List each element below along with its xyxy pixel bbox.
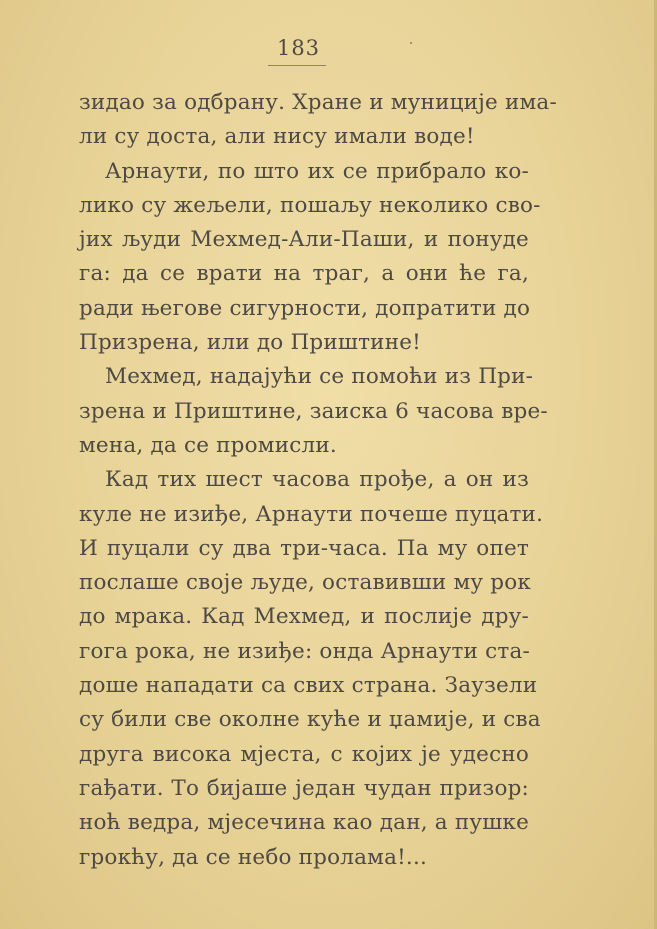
text-line: ли су доста, али нису имали воде! — [79, 124, 475, 150]
text-line: гога рока, не изиђе: онда Арнаути ста- — [79, 638, 530, 664]
text-line: га: да се врати на траг, а они ће га, — [79, 261, 529, 287]
text-line: друга висока мјеста, с којих је удесно — [79, 741, 529, 767]
text-line: су били све околне куће и џамије, и сва — [79, 707, 541, 733]
text-line: куле не изиђе, Арнаути почеше пуцати. — [79, 501, 544, 527]
text-line: лико су жељели, пошаљу неколико сво- — [79, 192, 541, 218]
text-line: грокћу, да се небо пролама!... — [79, 844, 428, 870]
text-line: ради његове сигурности, допратити до — [79, 295, 531, 321]
text-line: Арнаути, по што их се прибрало ко- — [105, 158, 529, 184]
text-line: мена, да се промисли. — [79, 432, 337, 458]
text-line: Мехмед, надајући се помоћи из При- — [105, 364, 534, 390]
text-line: зидао за одбрану. Хране и муниције има- — [79, 90, 557, 115]
body-text — [79, 86, 557, 875]
page-number: 183 — [276, 36, 321, 60]
text-line: послаше своје људе, оставивши му рок — [79, 570, 532, 596]
text-line: доше нападати са свих страна. Заузели — [79, 673, 538, 699]
text-line: И пуцали су два три-часа. Па му опет — [79, 535, 529, 561]
text-line: зрена и Приштине, заиска 6 часова вре- — [79, 398, 548, 424]
text-line: Призрена, или до Приштине! — [79, 330, 421, 356]
text-line: до мрака. Кад Мехмед, и послије дру- — [79, 604, 529, 630]
text-line: Кад тих шест часова прође, а он из — [105, 467, 529, 493]
text-line: јих људи Мехмед-Али-Паши, и понуде — [79, 227, 529, 253]
page-number-rule — [268, 65, 326, 66]
text-line: ноћ ведра, мјесечина као дан, а пушке — [79, 810, 529, 836]
text-line: гађати. То бијаше један чудан призор: — [79, 775, 529, 801]
